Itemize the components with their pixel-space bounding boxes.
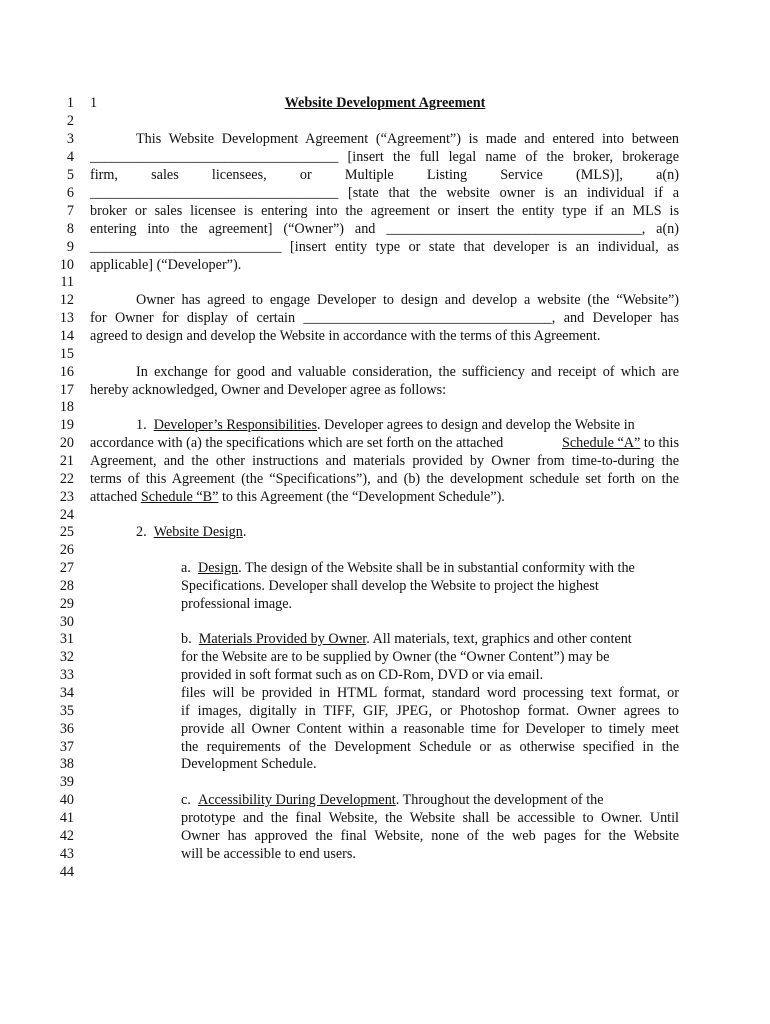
- line-number: 29: [59, 596, 74, 612]
- schedule-b-reference: Schedule “B”: [140, 489, 219, 505]
- word: (MLS)],: [576, 167, 623, 183]
- line-number: 17: [59, 382, 74, 398]
- line-number: 4: [66, 149, 74, 165]
- line-number: 39: [59, 774, 74, 790]
- line-number: 19: [59, 417, 74, 433]
- line-number: 41: [59, 810, 74, 826]
- subsection-line: [181, 791, 604, 809]
- section-text: . Developer agrees to design and develop the Website in: [317, 417, 635, 433]
- subsection-label: a.: [181, 560, 191, 576]
- paragraph-line: agreed to design and develop the Website in accordance with the terms of this Agreement.: [90, 328, 601, 344]
- line-number: 28: [59, 578, 74, 594]
- section-text: to this Agreement (the “Development Schedule”).: [221, 489, 505, 505]
- word: licensees,: [211, 167, 267, 183]
- line-number: 30: [59, 614, 74, 630]
- document-title-text: Website Development Agreement: [284, 95, 486, 111]
- line-number: 9: [66, 239, 74, 255]
- word: Service: [500, 167, 543, 183]
- section-text: .: [242, 524, 247, 540]
- line-number: 3: [66, 131, 74, 147]
- subsection-line: prototype and the final Website, the Website shall be accessible to Owner. Until: [181, 810, 679, 826]
- paragraph-line: for Owner for display of certain ___________________________________, and Developer has: [90, 310, 679, 326]
- subsection-line: provide all Owner Content within a reasonable time for Developer to timely meet: [181, 721, 679, 737]
- subsection-line: for the Website are to be supplied by Owner (the “Owner Content”) may be: [181, 649, 610, 665]
- line-number: 15: [59, 346, 74, 362]
- line-number: 22: [59, 471, 74, 487]
- subsection-line: the requirements of the Development Schedule or as otherwise specified in the: [181, 739, 679, 755]
- line-number: 27: [59, 560, 74, 576]
- word: or: [299, 167, 312, 183]
- line-number: 37: [59, 739, 74, 755]
- section-text: accordance with (a) the specifications which are set forth on the attached: [90, 435, 504, 451]
- paragraph-line: terms of this Agreement (the “Specifications”), and (b) the development schedule set forth on the: [90, 471, 679, 487]
- line-number: 16: [59, 364, 74, 380]
- word: firm,: [90, 167, 118, 183]
- subsection-line: will be accessible to end users.: [181, 846, 356, 862]
- section-text: to this: [643, 435, 679, 451]
- subsection-heading: Materials Provided by Owner: [198, 631, 367, 647]
- line-number: 18: [59, 399, 74, 415]
- paragraph-line: ___________________________________ [insert the full legal name of the broker, brokerage: [90, 149, 679, 165]
- subsection-label: b.: [181, 631, 192, 647]
- line-number: 43: [59, 846, 74, 862]
- paragraph-line: entering into the agreement] (“Owner”) and ____________________________________, a(n): [90, 221, 679, 237]
- line-number: 36: [59, 721, 74, 737]
- line-number: 2: [66, 113, 74, 129]
- subsection-line: Specifications. Developer shall develop the Website to project the highest: [181, 578, 599, 594]
- subsection-heading: Design: [197, 560, 239, 576]
- line-number: 20: [59, 435, 74, 451]
- schedule-a-reference: Schedule “A”: [561, 435, 641, 451]
- line-number: 23: [59, 489, 74, 505]
- line-number: 7: [66, 203, 74, 219]
- line-number: 31: [59, 631, 74, 647]
- subsection-line: if images, digitally in TIFF, GIF, JPEG, or Photoshop format. Owner agrees to: [181, 703, 679, 719]
- section-2-line: [136, 523, 246, 541]
- document-title: [0, 94, 770, 112]
- section-number: 1.: [136, 417, 147, 433]
- page-number: 1: [90, 95, 98, 111]
- subsection-label: c.: [181, 792, 191, 808]
- line-number: 6: [66, 185, 74, 201]
- line-number: 14: [59, 328, 74, 344]
- line-number: 34: [59, 685, 74, 701]
- paragraph-line: Owner has agreed to engage Developer to design and develop a website (the “Website”): [136, 292, 679, 308]
- paragraph-line: [90, 434, 679, 452]
- subsection-text: . All materials, text, graphics and other content: [366, 631, 632, 647]
- word: sales: [151, 167, 179, 183]
- section-heading: Website Design: [153, 524, 243, 540]
- line-number: 44: [59, 864, 74, 880]
- subsection-line: Owner has approved the final Website, none of the web pages for the Website: [181, 828, 679, 844]
- paragraph-line: This Website Development Agreement (“Agreement”) is made and entered into between: [136, 131, 679, 147]
- line-number: 32: [59, 649, 74, 665]
- subsection-line: provided in soft format such as on CD-Rom, DVD or via email.: [181, 667, 544, 683]
- paragraph-line: [90, 488, 505, 506]
- paragraph-line: hereby acknowledged, Owner and Developer agree as follows:: [90, 382, 447, 398]
- line-number: 11: [60, 274, 74, 290]
- paragraph-line: In exchange for good and valuable consideration, the sufficiency and receipt of which are: [136, 364, 679, 380]
- line-number: 10: [59, 257, 74, 273]
- line-number: 24: [59, 507, 74, 523]
- line-number: 1: [66, 95, 74, 111]
- paragraph-line: ___________________________________ [state that the website owner is an individual if a: [90, 185, 679, 201]
- paragraph-line: [90, 166, 679, 184]
- line-number: 40: [59, 792, 74, 808]
- line-number: 8: [66, 221, 74, 237]
- paragraph-line: ___________________________ [insert entity type or state that developer is an individual, as: [90, 239, 679, 255]
- subsection-text: . The design of the Website shall be in substantial conformity with the: [238, 560, 635, 576]
- line-number: 38: [59, 756, 74, 772]
- subsection-line: [181, 630, 632, 648]
- paragraph-line: Agreement, and the other instructions and materials provided by Owner from time-to-during the: [90, 453, 679, 469]
- line-number: 33: [59, 667, 74, 683]
- section-number: 2.: [136, 524, 147, 540]
- subsection-line: [181, 559, 635, 577]
- word: Multiple: [344, 167, 394, 183]
- section-heading: Developer’s Responsibilities: [153, 417, 318, 433]
- subsection-line: professional image.: [181, 596, 293, 612]
- line-number: 5: [66, 167, 74, 183]
- line-number: 35: [59, 703, 74, 719]
- subsection-line: Development Schedule.: [181, 756, 317, 772]
- section-text: attached: [90, 489, 138, 505]
- word: Listing: [426, 167, 468, 183]
- subsection-text: . Throughout the development of the: [395, 792, 604, 808]
- line-number: 13: [59, 310, 74, 326]
- subsection-line: files will be provided in HTML format, standard word processing text format, or: [181, 685, 679, 701]
- section-1-line: [136, 416, 635, 434]
- paragraph-line: broker or sales licensee is entering into the agreement or insert the entity type if an MLS is: [90, 203, 679, 219]
- word: a(n): [656, 167, 679, 183]
- line-number: 25: [59, 524, 74, 540]
- line-number: 12: [59, 292, 74, 308]
- subsection-heading: Accessibility During Development: [197, 792, 396, 808]
- line-number: 21: [59, 453, 74, 469]
- line-number: 26: [59, 542, 74, 558]
- line-number: 42: [59, 828, 74, 844]
- paragraph-line: applicable] (“Developer”).: [90, 257, 242, 273]
